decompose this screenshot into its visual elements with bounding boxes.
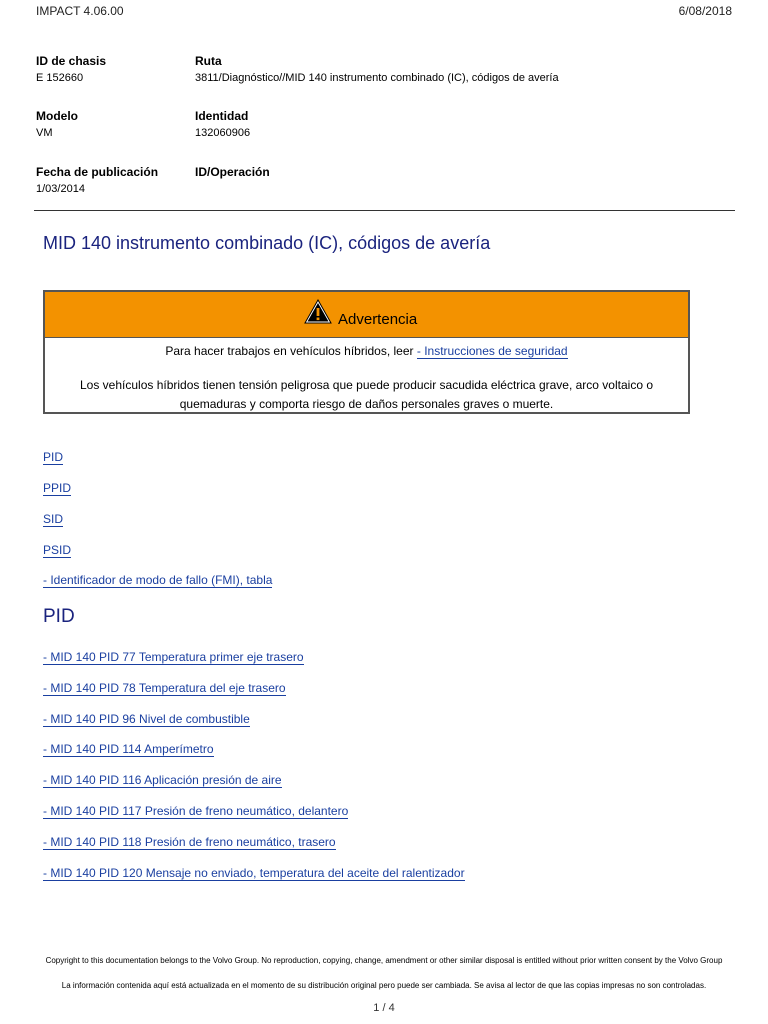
- print-date: 6/08/2018: [678, 4, 732, 18]
- warning-description: Los vehículos híbridos tienen tensión peligrosa que puede producir sacudida eléctrica grave, arco voltaico o quemaduras y comporta riesgo de daños personales graves o muerte.: [79, 378, 654, 411]
- toc-link-ppid[interactable]: PPID: [43, 481, 72, 495]
- toc-link-fmi-table[interactable]: - Identificador de modo de fallo (FMI), tabla: [43, 573, 273, 587]
- footer-notice: La información contenida aquí está actualizada en el momento de su distribución original pero puede ser cambiada. Se avisa al lector de que las copias impresas no son controladas.: [61, 981, 707, 990]
- header-divider: [34, 210, 735, 211]
- toc-link-psid[interactable]: PSID: [43, 543, 72, 557]
- pid-link[interactable]: - MID 140 PID 120 Mensaje no enviado, temperatura del aceite del ralentizador: [43, 866, 465, 880]
- warning-triangle-icon: [304, 299, 332, 324]
- route-label: Ruta: [195, 54, 222, 68]
- toc-link-pid[interactable]: PID: [43, 450, 64, 464]
- document-title: MID 140 instrumento combinado (IC), códigos de avería: [43, 233, 491, 253]
- safety-instructions-link[interactable]: - Instrucciones de seguridad: [416, 344, 568, 358]
- pid-link[interactable]: - MID 140 PID 77 Temperatura primer eje trasero: [43, 650, 304, 664]
- app-version: IMPACT 4.06.00: [36, 4, 124, 18]
- pid-section-title: PID: [43, 606, 75, 627]
- pid-link[interactable]: - MID 140 PID 116 Aplicación presión de aire: [43, 773, 282, 787]
- operation-label: ID/Operación: [195, 165, 270, 179]
- chassis-label: ID de chasis: [36, 54, 107, 68]
- warning-instruction-text: Para hacer trabajos en vehículos híbridos, leer: [165, 344, 414, 358]
- model-label: Modelo: [36, 109, 78, 123]
- pid-link[interactable]: - MID 140 PID 118 Presión de freno neumático, trasero: [43, 835, 336, 849]
- warning-box: [43, 290, 690, 414]
- page-number: 1 / 4: [373, 1002, 395, 1014]
- pid-link[interactable]: - MID 140 PID 114 Amperímetro: [43, 742, 214, 756]
- pid-link[interactable]: - MID 140 PID 117 Presión de freno neumático, delantero: [43, 804, 349, 818]
- chassis-value: E 152660: [36, 72, 84, 84]
- model-value: VM: [36, 127, 53, 139]
- pid-link[interactable]: - MID 140 PID 78 Temperatura del eje trasero: [43, 681, 286, 695]
- identity-label: Identidad: [195, 109, 249, 123]
- footer-copyright: Copyright to this documentation belongs to the Volvo Group. No reproduction, copying, change, amendment or other similar disposal is entitled without prior written consent by the Volvo Group: [45, 956, 723, 965]
- identity-value: 132060906: [195, 127, 251, 139]
- pid-link[interactable]: - MID 140 PID 96 Nivel de combustible: [43, 712, 250, 726]
- warning-header: [45, 292, 688, 338]
- warning-title: Advertencia: [338, 311, 418, 328]
- pubdate-label: Fecha de publicación: [36, 165, 159, 179]
- warning-instruction: [45, 344, 688, 358]
- route-value: 3811/Diagnóstico//MID 140 instrumento combinado (IC), códigos de avería: [195, 72, 559, 84]
- pubdate-value: 1/03/2014: [36, 183, 85, 195]
- toc-link-sid[interactable]: SID: [43, 512, 64, 526]
